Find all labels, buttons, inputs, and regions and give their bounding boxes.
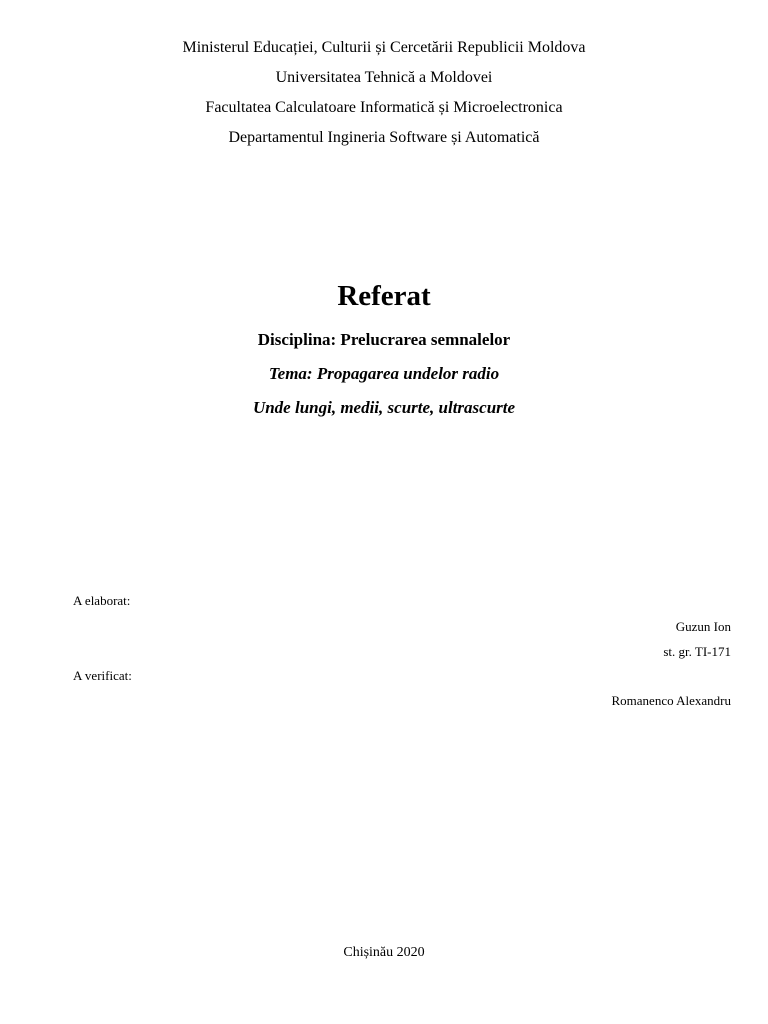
university-line: Universitatea Tehnică a Moldovei: [275, 69, 493, 86]
department-line: Departamentul Ingineria Software și Automatică: [228, 129, 540, 146]
verifier-name: Romanenco Alexandru: [611, 693, 731, 708]
student-name: Guzun Ion: [675, 619, 731, 634]
subtopic-line: Unde lungi, medii, scurte, ultrascurte: [252, 398, 516, 417]
discipline-line: Disciplina: Prelucrarea semnalelor: [257, 330, 511, 349]
theme-line: Tema: Propagarea undelor radio: [268, 364, 500, 383]
faculty-line: Facultatea Calculatoare Informatică și Microelectronica: [205, 99, 563, 116]
ministry-line: Ministerul Educației, Culturii și Cercetării Republicii Moldova: [182, 39, 586, 56]
city-year: Chișinău 2020: [343, 945, 425, 960]
student-group: st. gr. TI-171: [663, 644, 731, 659]
elaborated-label: A elaborat:: [73, 593, 131, 608]
institution-header: [0, 33, 768, 153]
document-title: Referat: [337, 280, 431, 312]
verified-label: A verificat:: [73, 668, 132, 683]
